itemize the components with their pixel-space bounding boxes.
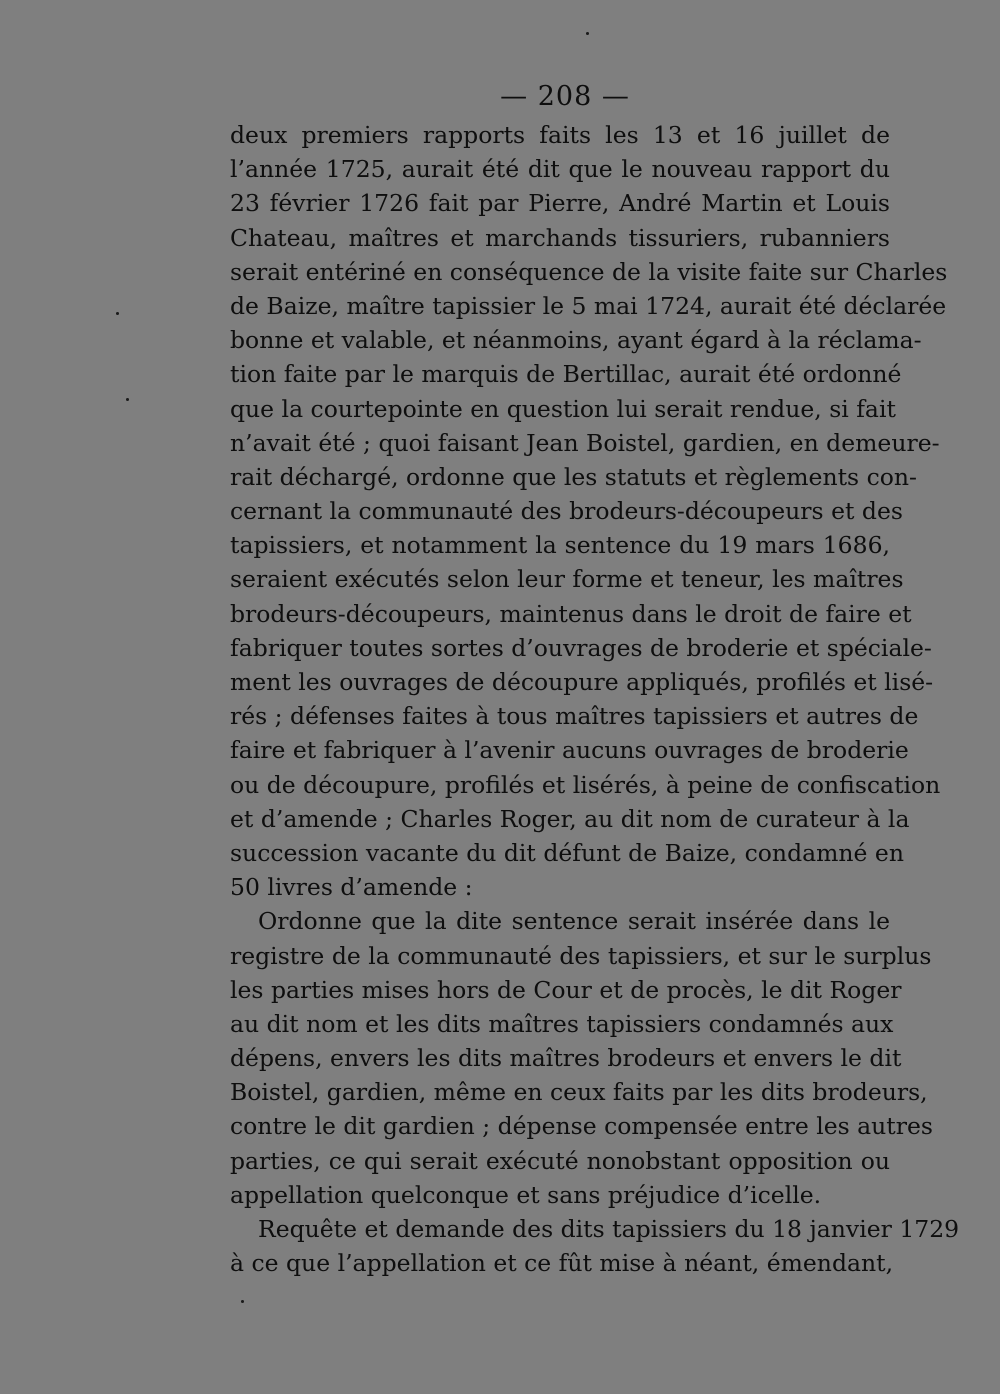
text-line: appellation quelconque et sans préjudice d’icelle. [230, 1180, 822, 1209]
text-line: au dit nom et les dits maîtres tapissiers condamnés aux [230, 1009, 894, 1038]
text-line: fabriquer toutes sortes d’ouvrages de broderie et spéciale- [230, 633, 932, 662]
text-line: deux premiers rapports faits les 13 et 16 juillet de [230, 121, 890, 149]
text-line: que la courtepointe en question lui serait rendue, si fait [230, 394, 896, 423]
text-line: succession vacante du dit défunt de Baize, condamné en [230, 838, 904, 867]
text-line: faire et fabriquer à l’avenir aucuns ouvrages de broderie [230, 736, 909, 765]
text-line: 50 livres d’amende : [230, 873, 473, 902]
text-line: 23 février 1726 fait par Pierre, André Martin et Louis [230, 189, 890, 218]
text-line: registre de la communauté des tapissiers, et sur le surplus [230, 941, 932, 970]
text-line: cernant la communauté des brodeurs-découpeurs et des [230, 497, 903, 526]
text-line: Boistel, gardien, même en ceux faits par les dits brodeurs, [230, 1078, 928, 1107]
text-line: l’année 1725, aurait été dit que le nouveau rapport du [230, 155, 890, 184]
text-line: brodeurs-découpeurs, maintenus dans le droit de faire et [230, 599, 912, 628]
text-line: serait entériné en conséquence de la visite faite sur Charles [230, 257, 948, 286]
text-line: contre le dit gardien ; dépense compensée entre les autres [230, 1112, 933, 1141]
text-line: seraient exécutés selon leur forme et teneur, les maîtres [230, 565, 904, 594]
scan-speck [116, 312, 119, 315]
text-line: n’avait été ; quoi faisant Jean Boistel, gardien, en demeure- [230, 428, 940, 457]
text-line: parties, ce qui serait exécuté nonobstant opposition ou [230, 1146, 890, 1175]
paragraph-start-line: Ordonne que la dite sentence serait insérée dans le [258, 907, 890, 936]
text-line: tion faite par le marquis de Bertillac, aurait été ordonné [230, 360, 902, 389]
text-line: ment les ouvrages de découpure appliqués, profilés et lisé- [230, 668, 934, 696]
text-line: dépens, envers les dits maîtres brodeurs et envers le dit [230, 1044, 902, 1073]
paragraph-start-line: Requête et demande des dits tapissiers du 18 janvier 1729 [258, 1215, 960, 1243]
scan-speck [126, 398, 129, 401]
scan-speck [241, 1300, 244, 1303]
page-number: — 208 — [500, 81, 630, 112]
text-line: rés ; défenses faites à tous maîtres tapissiers et autres de [230, 702, 919, 731]
text-line: les parties mises hors de Cour et de procès, le dit Roger [230, 975, 902, 1004]
text-line: à ce que l’appellation et ce fût mise à néant, émendant, [230, 1249, 894, 1278]
text-line: de Baize, maître tapissier le 5 mai 1724, aurait été déclarée [230, 291, 947, 320]
text-line: et d’amende ; Charles Roger, au dit nom de curateur à la [230, 804, 910, 833]
scan-speck [586, 32, 589, 35]
text-line: Chateau, maîtres et marchands tissuriers, rubanniers [230, 223, 890, 252]
text-line: ou de découpure, profilés et lisérés, à peine de confiscation [230, 770, 941, 799]
text-line: rait déchargé, ordonne que les statuts et règlements con- [230, 462, 917, 491]
text-line: bonne et valable, et néanmoins, ayant égard à la réclama- [230, 326, 922, 355]
text-line: tapissiers, et notamment la sentence du 19 mars 1686, [230, 531, 890, 560]
body-text [230, 118, 960, 1280]
